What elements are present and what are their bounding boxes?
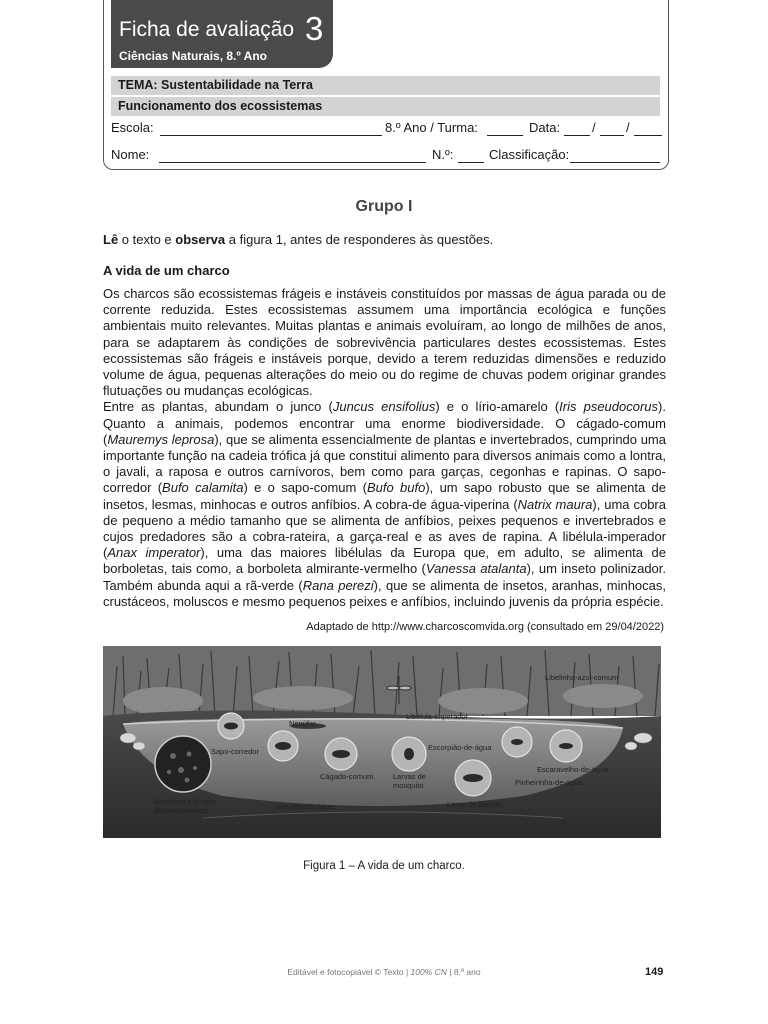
- label-ano-turma: 8.º Ano / Turma:: [385, 120, 478, 135]
- body-text: [103, 286, 666, 610]
- label-larvas-2: mosquito: [393, 781, 424, 790]
- intro-le: Lê: [103, 232, 119, 247]
- paragraph-1: Os charcos são ecossistemas frágeis e instáveis constituídos por massas de água parada ou de corrente reduzida. Estes ecossistemas assumem uma importância ecológica e funções ambientais muito relevantes. Muitas plantas e animais evoluíram, ao longo de milhões de anos, para se adaptarem às condições de sobrevivência particulares destes ecossistemas. Estes ecossistemas são frágeis e instáveis porque, devido a terem reduzidas dimensões e reduzido volume de água, pequenas alterações do meio ou do regime de chuvas podem originar grandes flutuações ou mudanças ecológicas.: [103, 286, 666, 399]
- label-serralha: Serralha-de-água: [275, 802, 334, 811]
- title-tab: [111, 0, 333, 68]
- day-field[interactable]: [564, 135, 590, 136]
- label-larvas-1: Larvas de: [393, 772, 426, 781]
- paragraph-2: Entre as plantas, abundam o junco (Juncus ensifolius) e o lírio-amarelo (Iris pseudocorus). Quanto a animais, podemos encontrar uma enorme biodiversidade. O cágado-comum (Mauremys leprosa), que se alimenta essencialmente de plantas e invertebrados, cumprindo uma importante função na cadeia trófica já que constitui alimento para diversos animais como a lontra, o javali, a raposa e outros carnívoros, bem como para garças, cegonhas e rapinas. O sapo- corredor (Bufo calamita) e o sapo-comum (Bufo bufo), um sapo robusto que se alimenta de insetos, lesmas, minhocas e outros anfíbios. A cobra-de água-viperina (Natrix maura), uma cobra de pequeno a médio tamanho que se alimenta de anfíbios, peixes pequenos e invertebrados e cujos predadores são a cobra-rateira, a garça-real e as aves de rapina. A libélula-imperador (Anax imperator), uma das maiores libélulas da Europa que, em adulto, se alimenta de borboletas, tais como, a borboleta almirante-vermelho (Vanessa atalanta), um inseto polinizador. Também abunda aqui a rã-verde (Rana perezi), que se alimenta de insetos, aranhas, minhocas, crustáceos, moluscos e mesmo pequenos peixes e anfíbios, incluindo juvenis da própria espécie.: [103, 399, 667, 609]
- label-numero: N.º:: [432, 147, 454, 162]
- label-pinheirinha: Pinheirinha-de-água: [515, 778, 583, 787]
- label-escola: Escola:: [111, 120, 154, 135]
- label-escaravelho: Escaravelho-de-água: [537, 765, 609, 774]
- sheet-subtitle: Ciências Naturais, 8.º Ano: [119, 49, 267, 63]
- label-libelinha: Libelinha-azul-comum: [545, 673, 619, 682]
- month-field[interactable]: [600, 135, 624, 136]
- label-escorpiao: Escorpião-de-água: [428, 743, 492, 752]
- label-larva-libelula: Larva de libélula: [447, 800, 502, 809]
- page-number: 149: [645, 966, 664, 978]
- footer: Editável e fotocopiável © Texto | 100% CN | 8.º ano: [287, 967, 481, 977]
- label-sapo: Sapo-corredor: [211, 747, 259, 756]
- label-nome: Nome:: [111, 147, 150, 162]
- label-bacterias-1: Bactérias e fungos: [154, 797, 217, 806]
- label-data: Data:: [529, 120, 561, 135]
- intro-instruction: [103, 232, 493, 247]
- form-row-school: [111, 120, 664, 138]
- subtema-bar: Funcionamento dos ecossistemas: [111, 97, 660, 116]
- numero-field[interactable]: [458, 162, 484, 163]
- tema-bar: TEMA: Sustentabilidade na Terra: [111, 76, 660, 95]
- nome-field[interactable]: [159, 162, 426, 163]
- label-bacterias-2: decompositores: [154, 806, 207, 815]
- escola-field[interactable]: [160, 135, 382, 136]
- intro-observa: observa: [175, 232, 226, 247]
- sheet-title: Ficha de avaliação: [119, 18, 295, 41]
- sheet-number: 3: [305, 10, 324, 47]
- label-nenufar: Nenúfar: [289, 719, 316, 728]
- date-slash-1: /: [592, 120, 596, 135]
- date-slash-2: /: [626, 120, 630, 135]
- section-title: A vida de um charco: [103, 263, 230, 278]
- source-citation: Adaptado de http://www.charcoscomvida.org (consultado em 29/04/2022): [306, 621, 664, 633]
- figure-caption: Figura 1 – A vida de um charco.: [303, 860, 465, 872]
- form-row-name: [111, 147, 664, 165]
- turma-field[interactable]: [487, 135, 523, 136]
- label-libelula: Libélula-imperador: [406, 712, 469, 721]
- classificacao-field[interactable]: [570, 162, 660, 163]
- pond-figure: [103, 646, 661, 838]
- intro-text-1: o texto e: [118, 232, 176, 247]
- year-field[interactable]: [634, 135, 662, 136]
- label-classificacao: Classificação:: [489, 147, 570, 162]
- intro-text-2: a figura 1, antes de responderes às questões.: [225, 232, 494, 247]
- group-title: Grupo I: [355, 198, 413, 215]
- label-cagado: Cágado-comum: [320, 772, 374, 781]
